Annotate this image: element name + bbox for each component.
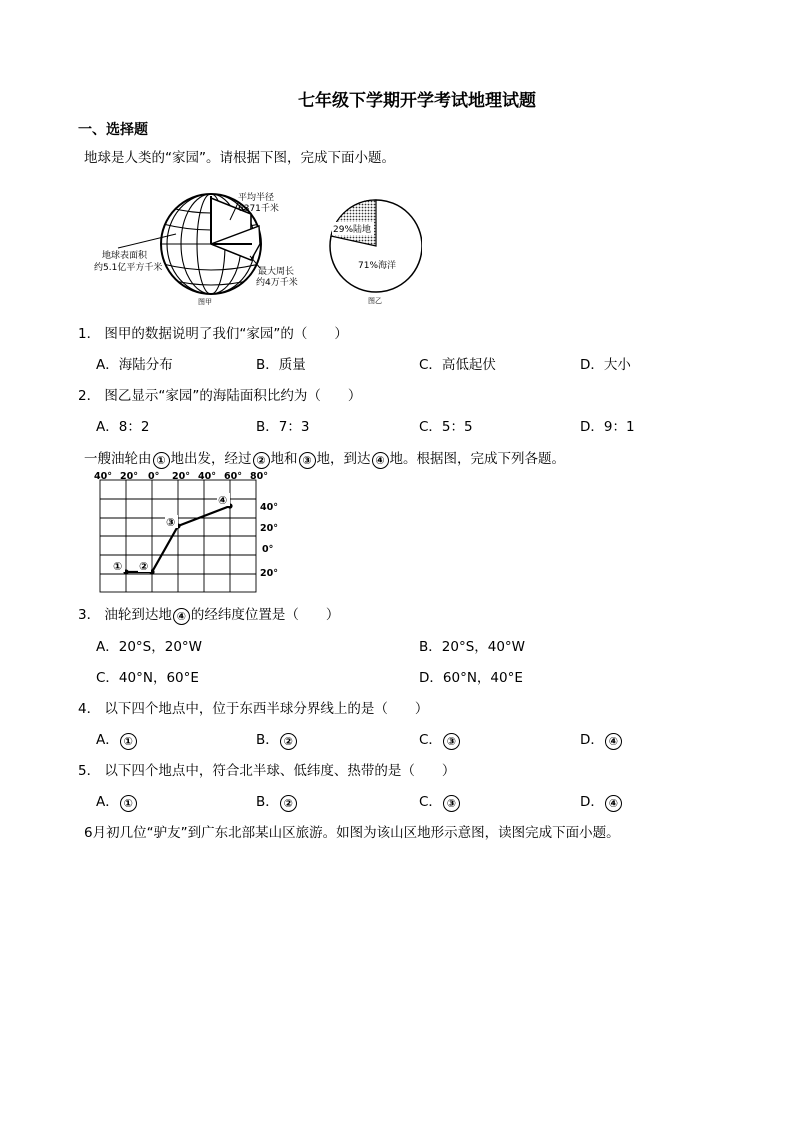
marker-3: ③ (299, 452, 316, 469)
intro-2-part-4: 地，到达 (316, 451, 371, 467)
intro-2-part-1: 一艘油轮由 (84, 451, 152, 467)
question-5-stem: 5． 以下四个地点中，符合北半球、低纬度、热带的是（ ） (78, 763, 456, 779)
intro-2-part-3: 地和 (270, 451, 298, 467)
grid-lines (100, 480, 256, 592)
option-letter: B． (256, 732, 279, 748)
lat-label: 20° (260, 568, 278, 579)
question-1-option-c[interactable]: C．高低起伏 (419, 357, 496, 373)
grid-side-labels (260, 502, 278, 579)
question-3-option-a[interactable]: A．20°S，20°W (96, 639, 203, 655)
intro-text-3: 6月初几位“驴友”到广东北部某山区旅游。如图为该山区地形示意图，读图完成下面小题。 (84, 825, 620, 841)
option-marker: ④ (605, 795, 622, 812)
surface-area-label: 地球表面积 (102, 251, 148, 261)
question-4-option-b[interactable] (256, 728, 298, 750)
intro-2-part-5: 地。根据图，完成下列各题。 (389, 451, 565, 467)
surface-area-value: 约5.1亿平方千米 (94, 263, 163, 273)
route-label-1: ① (113, 560, 123, 573)
figure-globe (80, 186, 320, 310)
question-2-option-b[interactable]: B．7：3 (256, 419, 310, 435)
section-heading: 一、选择题 (78, 122, 148, 138)
question-3-stem (78, 603, 339, 625)
land-percent-label: 29%陆地 (333, 225, 372, 235)
option-marker: ② (280, 795, 297, 812)
lon-label: 20° (120, 471, 138, 482)
question-1-option-a[interactable]: A．海陆分布 (96, 357, 173, 373)
radius-value: 6371千米 (238, 204, 279, 214)
question-3-option-d[interactable]: D．60°N，40°E (419, 670, 523, 686)
option-letter: D． (580, 794, 604, 810)
question-2-option-c[interactable]: C．5：5 (419, 419, 473, 435)
question-2-option-d[interactable]: D．9：1 (580, 419, 635, 435)
option-marker: ① (120, 795, 137, 812)
question-4-option-c[interactable] (419, 728, 461, 750)
circumference-label: 最大周长 (258, 267, 295, 277)
page-title: 七年级下学期开学考试地理试题 (298, 91, 536, 111)
option-letter: C． (419, 732, 442, 748)
question-5-option-b[interactable] (256, 790, 298, 812)
route-label-4: ④ (218, 494, 228, 507)
question-3-marker: ④ (173, 608, 190, 625)
option-letter: A． (96, 732, 119, 748)
question-4-stem: 4． 以下四个地点中，位于东西半球分界线上的是（ ） (78, 701, 429, 717)
option-letter: C． (419, 794, 442, 810)
question-4-option-a[interactable] (96, 728, 138, 750)
question-2-stem: 2． 图乙显示“家园”的海陆面积比约为（ ） (78, 388, 362, 404)
marker-2: ② (253, 452, 270, 469)
question-1-option-d[interactable]: D．大小 (580, 357, 631, 373)
marker-1: ① (153, 452, 170, 469)
figure-jia-caption: 图甲 (198, 298, 212, 306)
option-letter: A． (96, 794, 119, 810)
marker-4: ④ (372, 452, 389, 469)
route-label-2: ② (139, 560, 149, 573)
option-letter: B． (256, 794, 279, 810)
question-3-stem-part-a: 3． 油轮到达地 (78, 607, 172, 623)
figure-pie (322, 188, 422, 308)
question-3-option-c[interactable]: C．40°N，60°E (96, 670, 199, 686)
lon-label: 40° (94, 471, 112, 482)
lon-label: 60° (224, 471, 242, 482)
option-marker: ② (280, 733, 297, 750)
lat-label: 0° (262, 544, 274, 555)
question-3-option-b[interactable]: B．20°S，40°W (419, 639, 526, 655)
route-label-3: ③ (166, 516, 176, 529)
question-1-option-b[interactable]: B．质量 (256, 357, 306, 373)
radius-label: 平均半径 (238, 193, 275, 203)
intro-2-part-2: 地出发，经过 (170, 451, 252, 467)
option-marker: ④ (605, 733, 622, 750)
question-4-option-d[interactable] (580, 728, 623, 750)
figure-yi-caption: 图乙 (368, 297, 382, 305)
question-5-option-c[interactable] (419, 790, 461, 812)
lat-label: 20° (260, 523, 278, 534)
figure-route-grid (90, 470, 290, 598)
intro-text-1: 地球是人类的“家园”。请根据下图，完成下面小题。 (84, 150, 395, 166)
lon-label: 0° (148, 471, 160, 482)
lat-label: 40° (260, 502, 278, 513)
lon-label: 80° (250, 471, 268, 482)
question-1-stem: 1． 图甲的数据说明了我们“家园”的（ ） (78, 326, 348, 342)
option-marker: ③ (443, 795, 460, 812)
ocean-percent-label: 71%海洋 (358, 261, 397, 271)
question-5-option-a[interactable] (96, 790, 138, 812)
grid-top-labels (94, 471, 268, 482)
intro-text-2 (84, 447, 565, 469)
lon-label: 20° (172, 471, 190, 482)
question-2-option-a[interactable]: A．8：2 (96, 419, 150, 435)
option-marker: ① (120, 733, 137, 750)
question-5-option-d[interactable] (580, 790, 623, 812)
lon-label: 40° (198, 471, 216, 482)
option-marker: ③ (443, 733, 460, 750)
option-letter: D． (580, 732, 604, 748)
circumference-value: 约4万千米 (256, 278, 298, 288)
question-3-stem-part-b: 的经纬度位置是（ ） (190, 607, 340, 623)
